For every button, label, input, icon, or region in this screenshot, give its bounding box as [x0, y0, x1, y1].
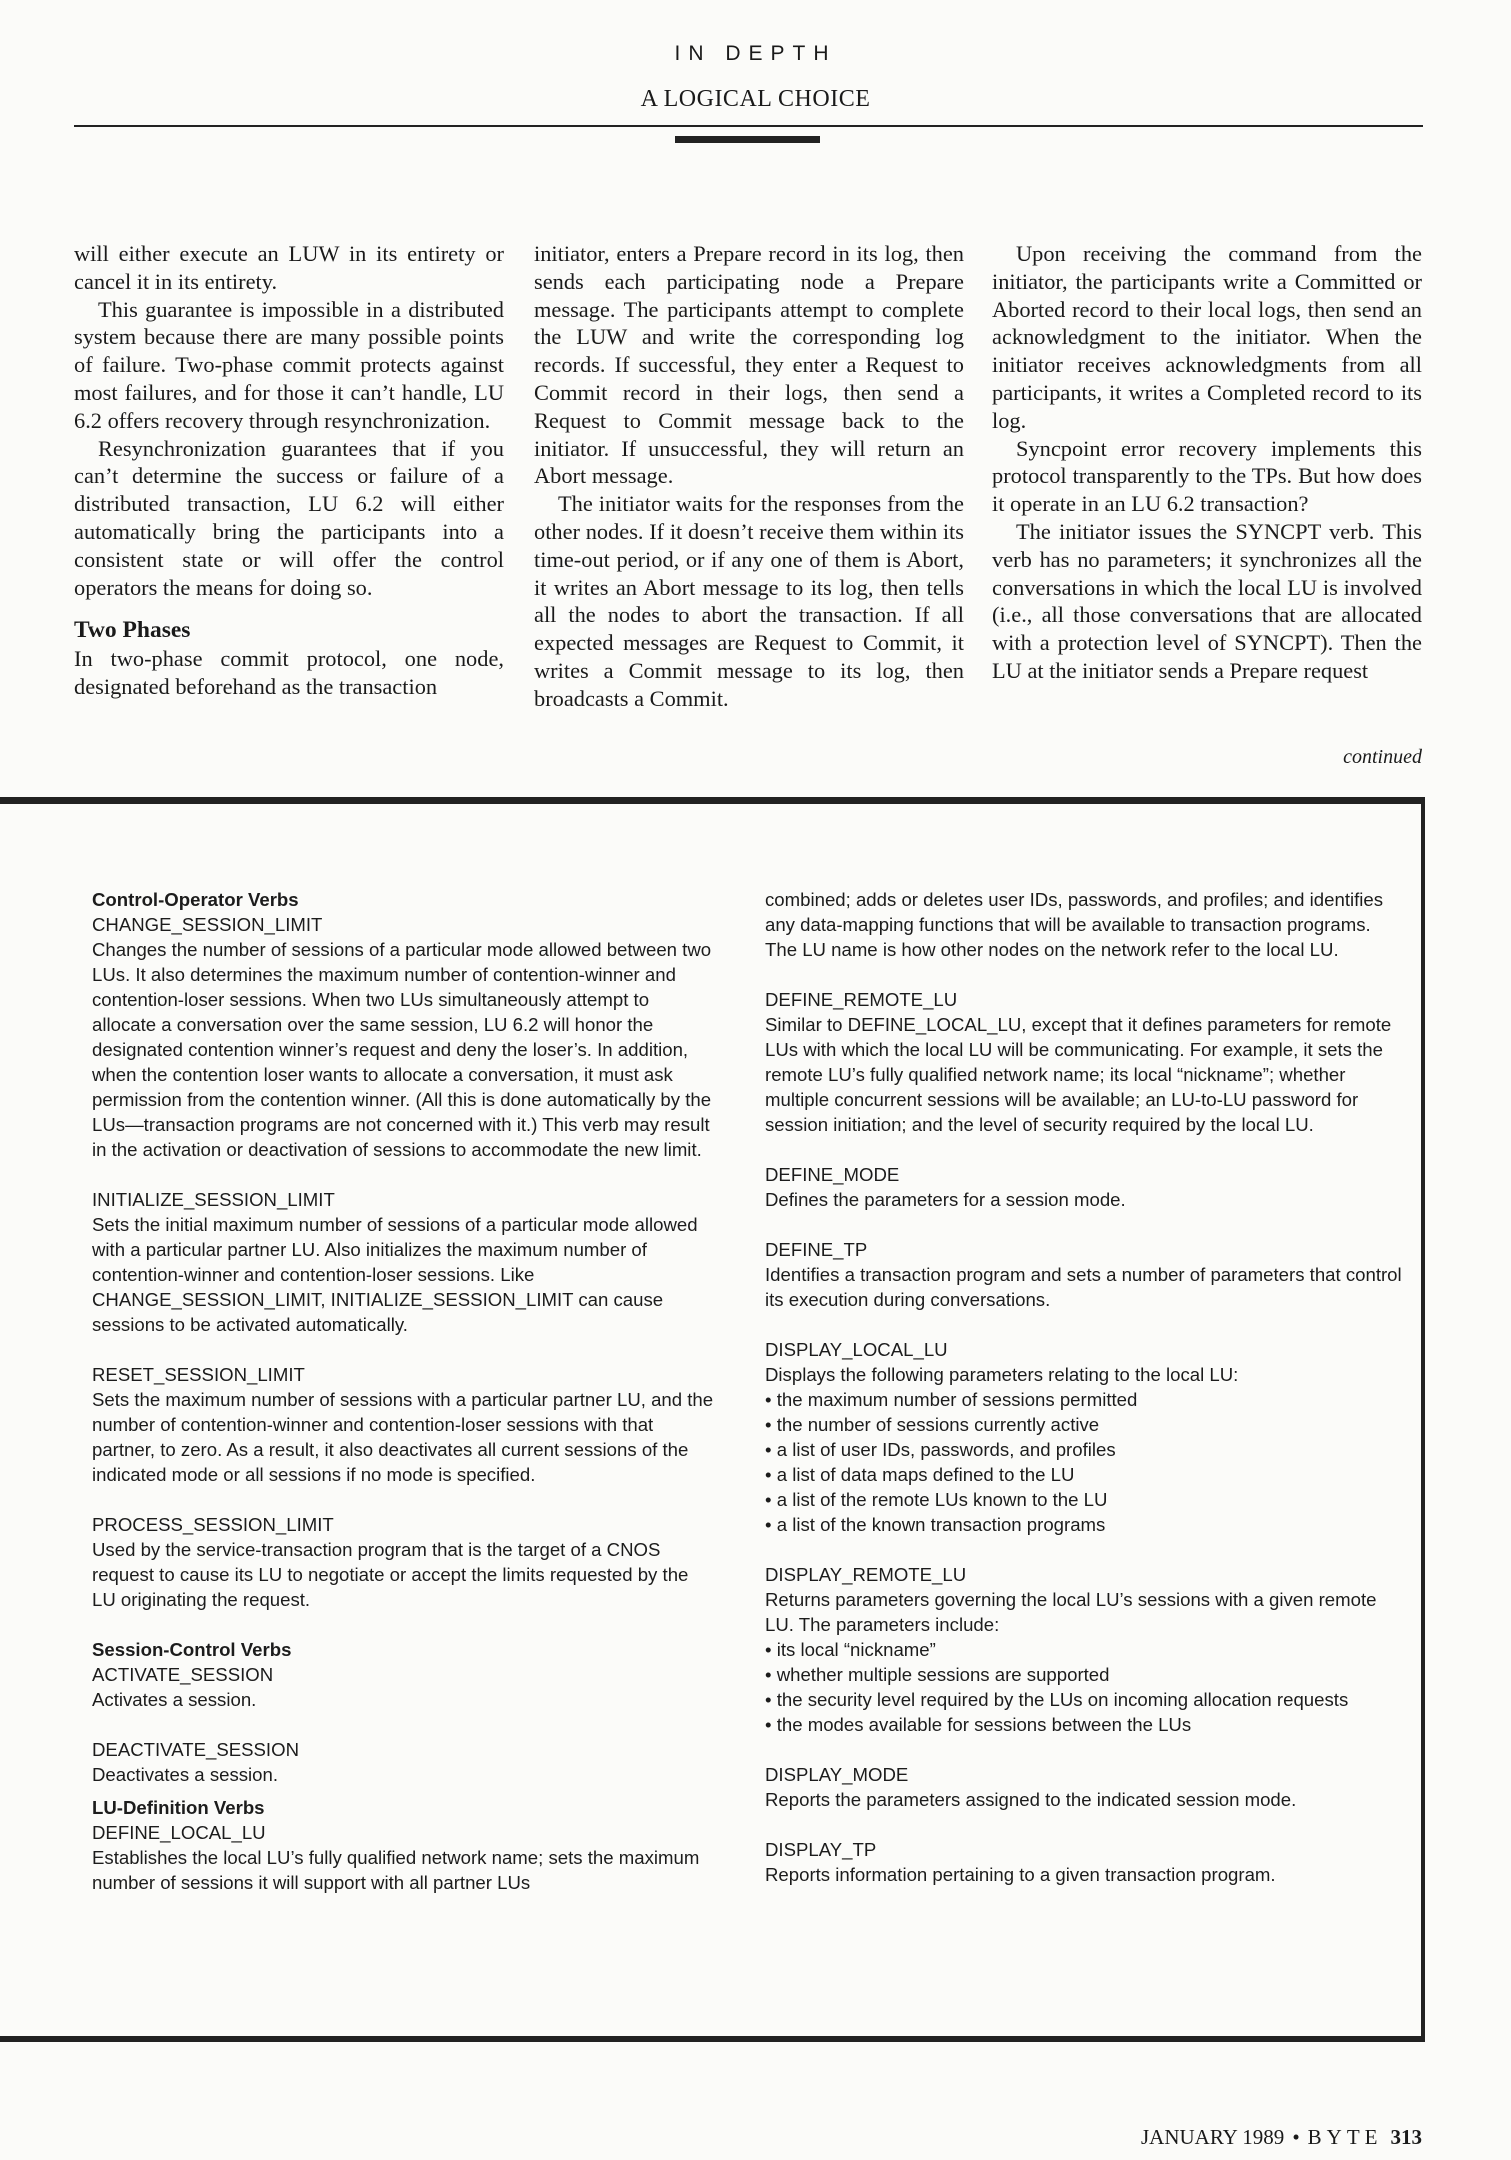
verb-name: DISPLAY_MODE	[765, 1764, 909, 1785]
sidebar-column-1	[92, 887, 714, 1895]
verb-name: DEFINE_MODE	[765, 1164, 900, 1185]
verb-name: RESET_SESSION_LIMIT	[92, 1364, 305, 1385]
verb-name: INITIALIZE_SESSION_LIMIT	[92, 1189, 335, 1210]
category-heading: Session-Control Verbs	[92, 1639, 292, 1660]
verb-description: Identifies a transaction program and sets a number of parameters that control its execution during conversations.	[765, 1264, 1402, 1310]
list-item: • the modes available for sessions between the LUs	[765, 1712, 1405, 1737]
list-item: • the number of sessions currently active	[765, 1412, 1405, 1437]
paragraph: Upon receiving the command from the initiator, the participants write a Committed or Aborted record to their local logs, then send an acknowledgment to the initiator. When the initiator receives acknowledgments from all participants, it writes a Completed record to its log.	[992, 241, 1422, 433]
header-tab-bar	[675, 136, 820, 143]
verb-description: Changes the number of sessions of a particular mode allowed between two LUs. It also determines the maximum number of contention-winner and contention-loser sessions. When two LUs simultaneously attempt to allocate a conversation over the same session, LU 6.2 will honor the designated contention winner’s request and deny the loser’s. In addition, when the contention loser wants to allocate a conversation, it must ask permission from the contention winner. (All this is done automatically by the LUs—transaction programs are not concerned with it.) This verb may result in the activation or deactivation of sessions to accommodate the new limit.	[92, 939, 712, 1160]
bullet-list	[765, 1387, 1405, 1537]
category-heading: LU-Definition Verbs	[92, 1797, 265, 1818]
footer-separator: •	[1292, 2125, 1300, 2149]
sidebar-top-rule	[0, 797, 1425, 804]
section-label: IN DEPTH	[674, 42, 837, 65]
list-item: • a list of the remote LUs known to the LU	[765, 1487, 1405, 1512]
article-column-3	[992, 240, 1422, 685]
verb-description: Defines the parameters for a session mode.	[765, 1189, 1126, 1210]
paragraph: initiator, enters a Prepare record in its log, then sends each participating node a Prepare message. The participants attempt to complete the LUW and write the corresponding log records. If successful, they enter a Request to Commit record in their logs, then send a Request to Commit message back to the initiator. If unsuccessful, they will return an Abort message.	[534, 241, 964, 489]
verb-description: Used by the service-transaction program that is the target of a CNOS request to cause its LU to negotiate or accept the limits requested by the LU originating the request.	[92, 1539, 689, 1610]
paragraph: The initiator waits for the responses from the other nodes. If it doesn’t receive them within its time-out period, or if any one of them is Abort, it writes an Abort message to its log, then tells all the nodes to abort the transaction. If all expected messages are Request to Commit, it writes a Commit message to its log, then broadcasts a Commit.	[534, 491, 964, 711]
sidebar-right-rule	[1421, 797, 1425, 2039]
verb-name: DEFINE_TP	[765, 1239, 868, 1260]
list-item: • the maximum number of sessions permitted	[765, 1387, 1405, 1412]
verb-description: Sets the maximum number of sessions with a particular partner LU, and the number of contention-winner and contention-loser sessions with that partner, to zero. As a result, it also deactivates all current sessions of the indicated mode or all sessions if no mode is specified.	[92, 1389, 714, 1485]
paragraph: This guarantee is impossible in a distributed system because there are many possible points of failure. Two-phase commit protects against most failures, and for those it can’t handle, LU 6.2 offers recovery through resynchronization.	[74, 296, 504, 433]
article-column-1	[74, 240, 504, 701]
verb-description: Reports information pertaining to a given transaction program.	[765, 1864, 1276, 1885]
verb-name: DEACTIVATE_SESSION	[92, 1739, 299, 1760]
list-item: • the security level required by the LUs on incoming allocation requests	[765, 1687, 1405, 1712]
page-footer	[900, 2125, 1422, 2150]
verb-name: DISPLAY_REMOTE_LU	[765, 1564, 967, 1585]
sidebar-column-2	[765, 887, 1405, 1887]
paragraph: In two-phase commit protocol, one node, designated beforehand as the transaction	[74, 646, 504, 699]
verb-description: combined; adds or deletes user IDs, passwords, and profiles; and identifies any data-mapping functions that will be available to transaction programs. The LU name is how other nodes on the network refer to the local LU.	[765, 889, 1384, 960]
paragraph: The initiator issues the SYNCPT verb. This verb has no parameters; it synchronizes all the conversations in which the local LU is involved (i.e., all those conversations that are allocated with a protection level of SYNCPT). Then the LU at the initiator sends a Prepare request	[992, 518, 1422, 683]
list-item: • a list of data maps defined to the LU	[765, 1462, 1405, 1487]
list-item: • a list of the known transaction programs	[765, 1512, 1405, 1537]
article-column-2	[534, 240, 964, 713]
verb-description: Reports the parameters assigned to the indicated session mode.	[765, 1789, 1297, 1810]
verb-description: Deactivates a session.	[92, 1764, 279, 1785]
category-heading: Control-Operator Verbs	[92, 889, 299, 910]
verb-name: PROCESS_SESSION_LIMIT	[92, 1514, 334, 1535]
list-item: • its local “nickname”	[765, 1637, 1405, 1662]
verb-name: CHANGE_SESSION_LIMIT	[92, 914, 323, 935]
verb-description: Displays the following parameters relating to the local LU:	[765, 1364, 1239, 1385]
paragraph: Resynchronization guarantees that if you can’t determine the success or failure of a distributed transaction, LU 6.2 will either automatically bring the participants into a consistent state or will offer the control operators the means for doing so.	[74, 435, 504, 600]
verb-description: Returns parameters governing the local LU’s sessions with a given remote LU. The parameters include:	[765, 1589, 1377, 1635]
list-item: • a list of user IDs, passwords, and profiles	[765, 1437, 1405, 1462]
paragraph: will either execute an LUW in its entirety or cancel it in its entirety.	[74, 241, 504, 294]
sidebar-bottom-rule	[0, 2036, 1425, 2042]
continued-label: continued	[1343, 746, 1422, 768]
verb-name: DISPLAY_LOCAL_LU	[765, 1339, 948, 1360]
verb-description: Activates a session.	[92, 1689, 257, 1710]
verb-description: Establishes the local LU’s fully qualified network name; sets the maximum number of sessions it will support with all partner LUs	[92, 1847, 700, 1893]
verb-name: DEFINE_REMOTE_LU	[765, 989, 958, 1010]
page-number: 313	[1390, 2125, 1422, 2149]
verb-description: Sets the initial maximum number of sessions of a particular mode allowed with a particular partner LU. Also initializes the maximum number of contention-winner and contention-loser sessions. Like CHANGE_SESSION_LIMIT, INITIALIZE_SESSION_LIMIT can cause sessions to be activated automatically.	[92, 1214, 698, 1335]
verb-name: ACTIVATE_SESSION	[92, 1664, 274, 1685]
magazine-name: BYTE	[1307, 2125, 1383, 2149]
verb-description: Similar to DEFINE_LOCAL_LU, except that it defines parameters for remote LUs with which the local LU will be communicating. For example, it sets the remote LU’s fully qualified network name; its local “nickname”; whether multiple concurrent sessions will be available; an LU-to-LU password for session initiation; and the level of security required by the local LU.	[765, 1014, 1392, 1135]
verb-name: DISPLAY_TP	[765, 1839, 877, 1860]
issue-date: JANUARY 1989	[1140, 2125, 1285, 2149]
article-title: A LOGICAL CHOICE	[640, 86, 871, 112]
header-rule	[74, 125, 1423, 127]
bullet-list	[765, 1637, 1405, 1737]
paragraph: Syncpoint error recovery implements this protocol transparently to the TPs. But how does it operate in an LU 6.2 transaction?	[992, 435, 1422, 517]
list-item: • whether multiple sessions are supported	[765, 1662, 1405, 1687]
subheading-two-phases: Two Phases	[74, 617, 191, 644]
verb-name: DEFINE_LOCAL_LU	[92, 1822, 266, 1843]
